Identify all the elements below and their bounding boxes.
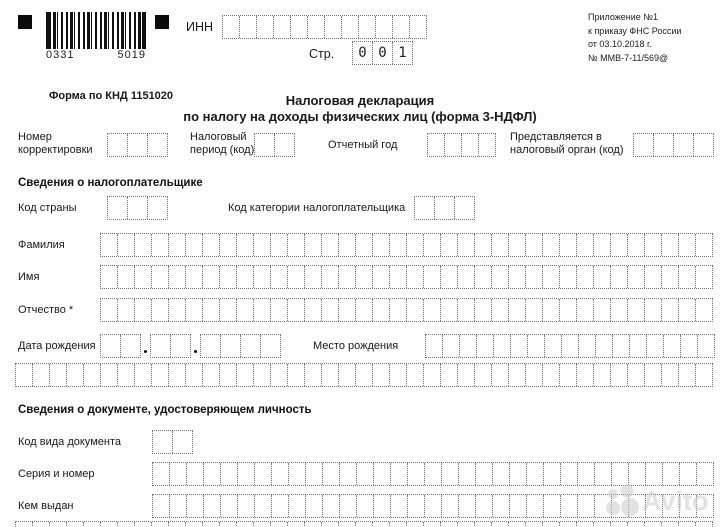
surname-field[interactable] — [100, 233, 713, 257]
avito-logo-icon — [604, 484, 642, 518]
barcode-digits-left: 0331 — [46, 49, 75, 61]
birth-date-day-cells[interactable] — [100, 334, 141, 358]
form-title-line2: по налогу на доходы физических лиц (форма 3-НДФЛ) — [183, 108, 537, 124]
appendix-line: от 03.10.2018 г. — [588, 39, 652, 49]
first-name-label: Имя — [18, 271, 40, 283]
form-barcode — [46, 12, 146, 49]
tax-authority-field[interactable] — [633, 133, 714, 157]
page-number-label: Стр. — [309, 47, 335, 61]
knd-form-code: Форма по КНД 1151020 — [49, 90, 174, 102]
avito-watermark — [604, 484, 709, 518]
surname-label: Фамилия — [18, 239, 65, 251]
inn-field[interactable] — [222, 15, 427, 39]
first-name-field[interactable] — [100, 265, 713, 289]
section-taxpayer-header: Сведения о налогоплательщике — [18, 177, 203, 189]
avito-watermark-text: Avito — [642, 485, 709, 516]
date-separator-dot — [194, 350, 197, 353]
birth-date-year-cells[interactable] — [200, 334, 281, 358]
form-title — [140, 93, 580, 124]
patronymic-label: Отчество * — [18, 304, 74, 316]
section-document-header: Сведения о документе, удостоверяющем личность — [18, 404, 312, 416]
country-code-field[interactable] — [107, 196, 168, 220]
appendix-reference — [588, 11, 718, 65]
barcode-digits — [46, 49, 146, 61]
birth-date-month-cells[interactable] — [150, 334, 191, 358]
tax-period-label: Налоговый период (код) — [190, 131, 255, 156]
birth-date-label: Дата рождения — [18, 340, 96, 352]
appendix-line: № ММВ-7-11/569@ — [588, 52, 669, 63]
registration-square-left — [18, 15, 32, 29]
correction-number-label: Номер корректировки — [18, 131, 93, 156]
birth-place-label: Место рождения — [313, 340, 399, 352]
doc-series-field[interactable] — [152, 462, 714, 486]
page-number-field[interactable]: 0 0 1 — [352, 41, 413, 65]
barcode-digits-right: 5019 — [117, 49, 146, 61]
patronymic-field[interactable] — [100, 298, 713, 322]
doc-type-code-field[interactable] — [152, 430, 193, 454]
inn-label: ИНН — [186, 20, 214, 34]
appendix-line: Приложение №1 — [588, 12, 658, 22]
form-title-line1: Налоговая декларация — [285, 93, 435, 108]
correction-number-field[interactable] — [107, 133, 168, 157]
tax-authority-label: Представляется в налоговый орган (код) — [510, 131, 624, 156]
report-year-label: Отчетный год — [328, 139, 398, 151]
report-year-field[interactable] — [427, 133, 496, 157]
country-code-label: Код страны — [18, 202, 77, 214]
birth-date-field[interactable] — [100, 334, 281, 358]
date-separator-dot — [144, 350, 147, 353]
registration-square-right — [155, 15, 169, 29]
birth-place-field[interactable] — [425, 334, 715, 358]
doc-series-label: Серия и номер — [18, 468, 95, 480]
issued-by-label: Кем выдан — [18, 500, 74, 512]
taxpayer-category-field[interactable] — [414, 196, 475, 220]
tax-period-field[interactable] — [254, 133, 295, 157]
doc-type-code-label: Код вида документа — [18, 436, 121, 448]
issued-by-continuation-field[interactable] — [15, 521, 713, 527]
taxpayer-category-label: Код категории налогоплательщика — [228, 202, 406, 214]
appendix-line: к приказу ФНС России — [588, 25, 682, 36]
birth-place-continuation-field[interactable] — [15, 363, 713, 387]
